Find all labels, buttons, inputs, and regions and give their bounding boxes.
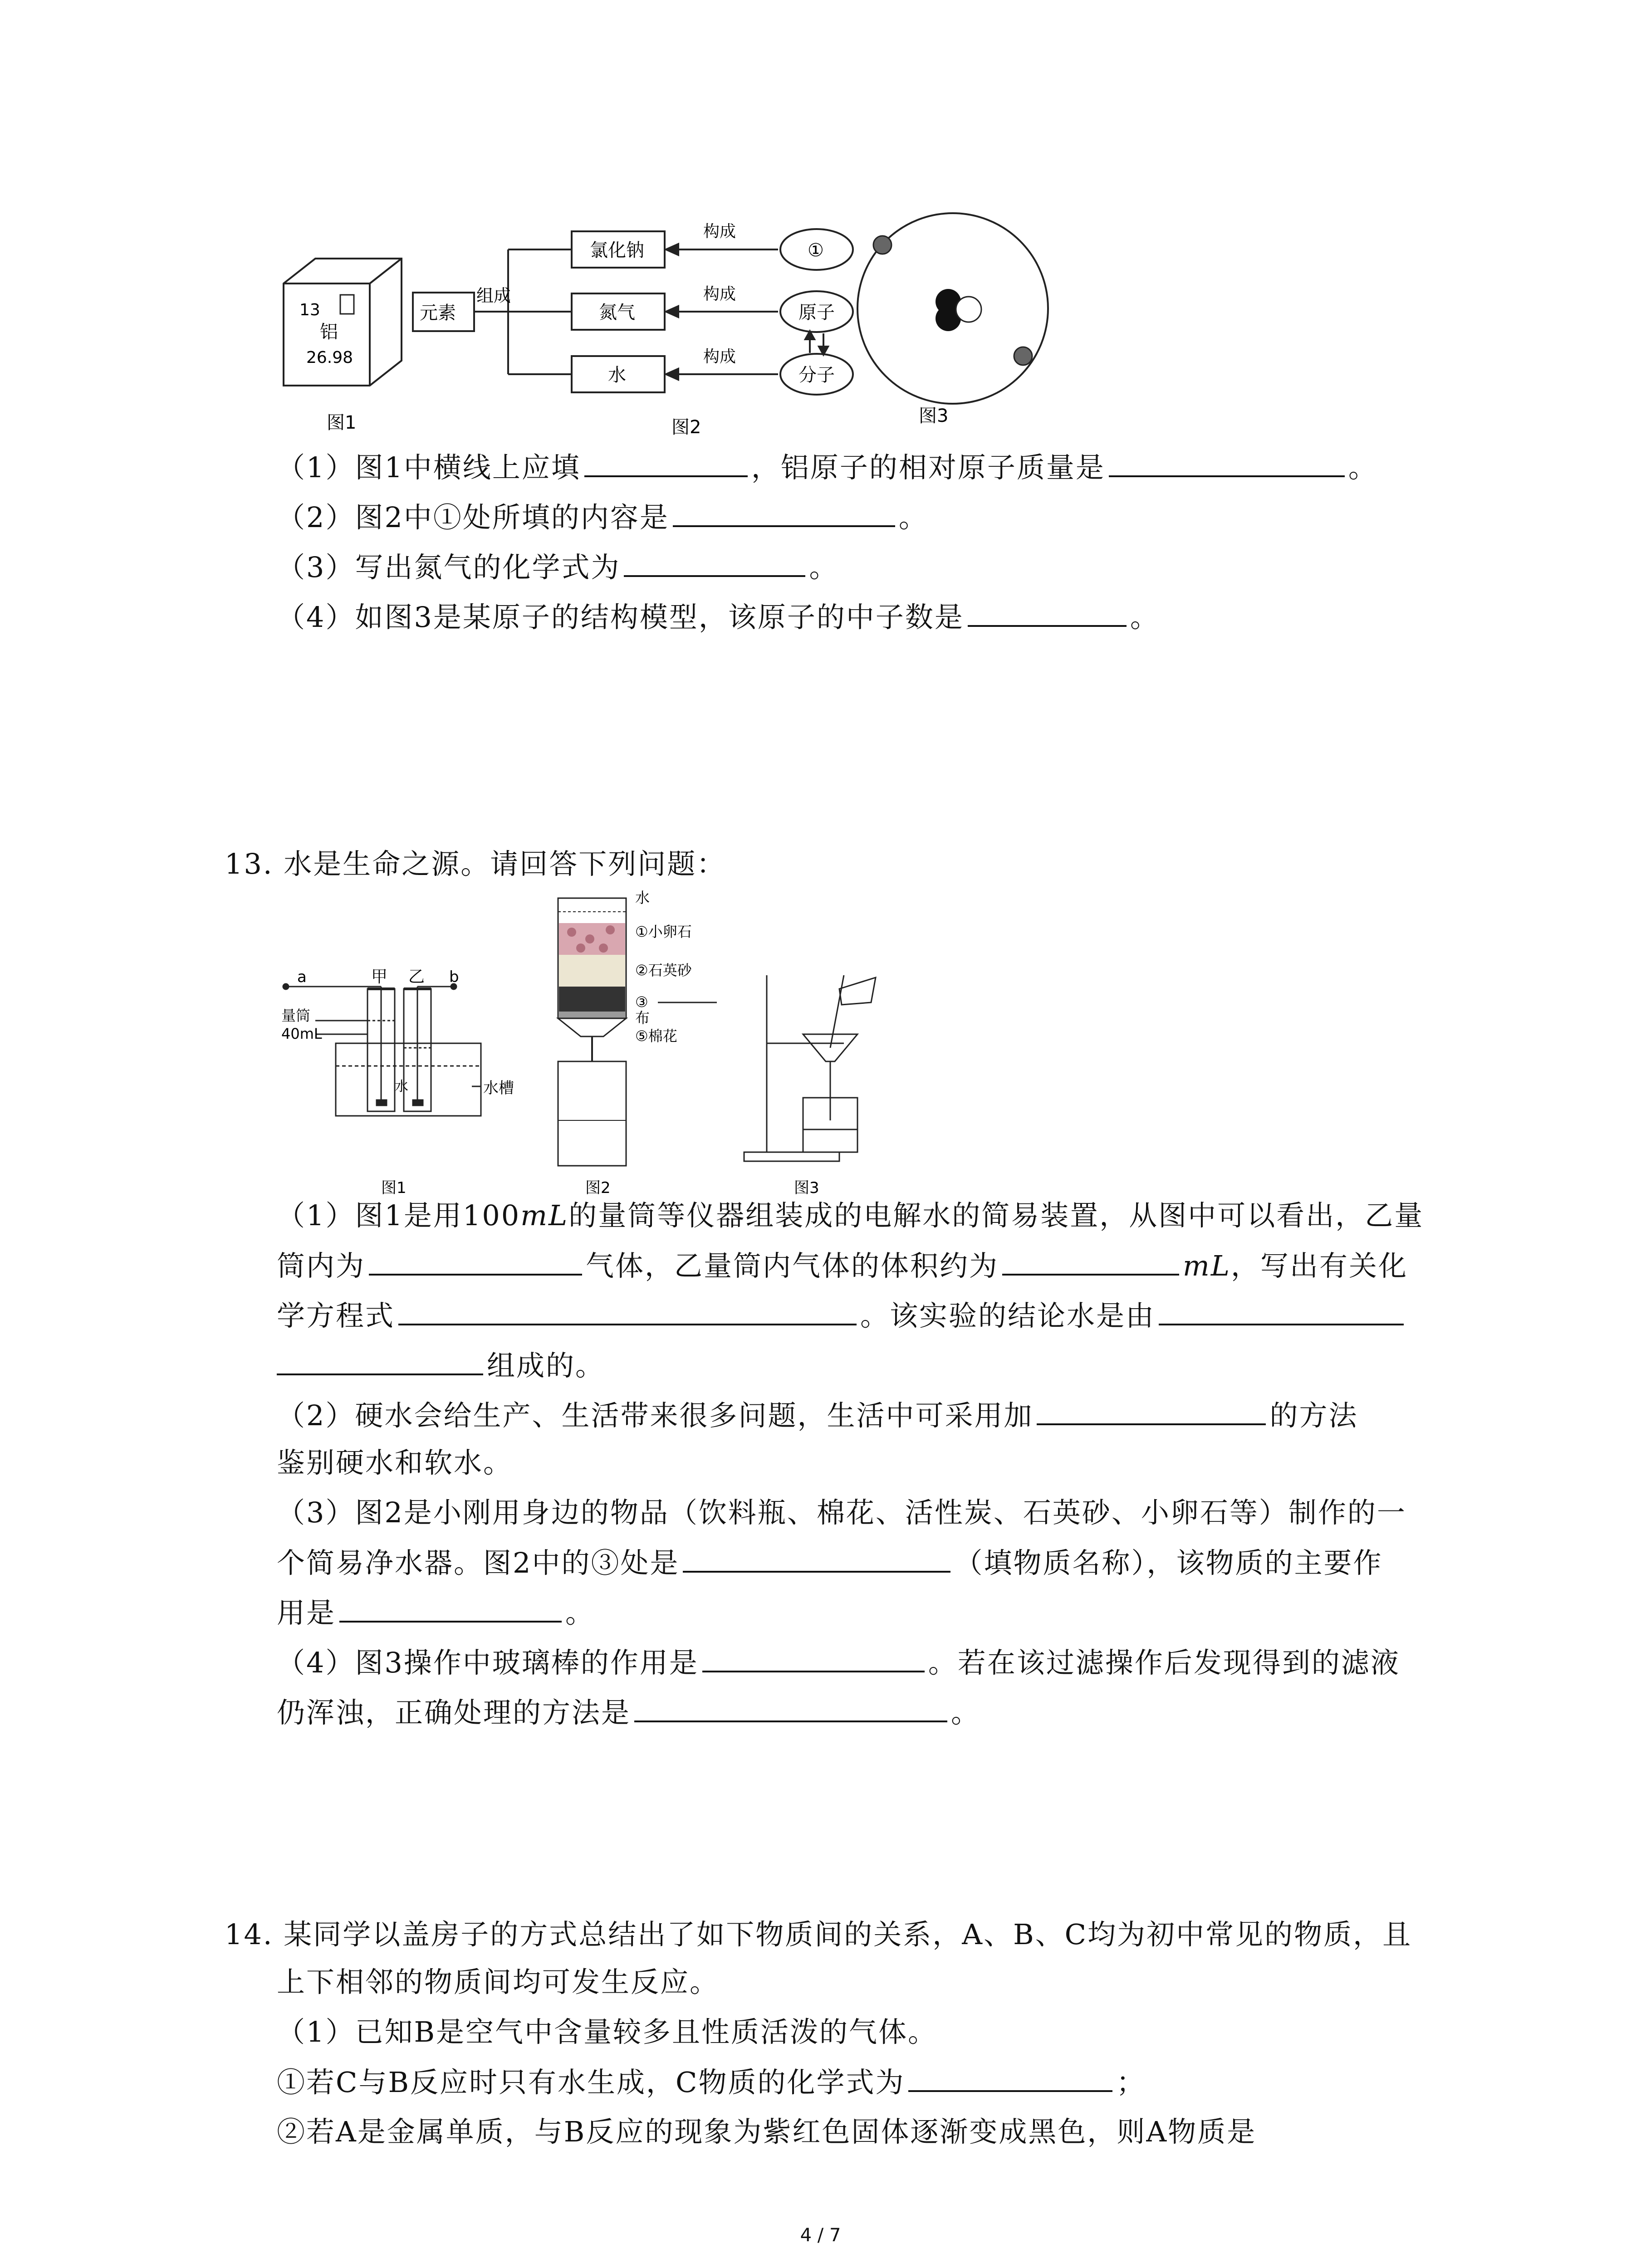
q13-part3-line2: 个简易净水器。图2中的③处是 （填物质名称），该物质的主要作	[277, 1545, 1382, 1581]
q12-blank-1[interactable]	[584, 449, 748, 477]
q13-blank-8[interactable]	[339, 1594, 562, 1623]
fig2-particle-1: ①	[808, 240, 824, 261]
fig2-particle-2: 原子	[798, 302, 835, 323]
q13-blank-1[interactable]	[369, 1247, 582, 1276]
element-mass: 26.98	[306, 348, 353, 367]
filtration-setup	[744, 975, 876, 1161]
q13-blank-9[interactable]	[702, 1644, 925, 1672]
q12-blank-2[interactable]	[1109, 449, 1345, 477]
q14-line4: ①若C与B反应时只有水生成，C物质的化学式为 ；	[277, 2064, 1146, 2101]
q13-part1-line3: 学方程式 。该实验的结论水是由	[277, 1297, 1407, 1334]
q13-blank-6[interactable]	[1037, 1397, 1266, 1425]
electrolysis-apparatus	[283, 984, 481, 1116]
fig2-element: 元素	[420, 303, 456, 323]
q13-blank-5[interactable]	[277, 1347, 483, 1375]
q13-part1-line1: （1）图1是用100mL的量筒等仪器组装成的电解水的简易装置，从图中可以看出，乙量	[277, 1199, 1424, 1232]
fig3-label: 图3	[919, 406, 949, 426]
q12-part4: （4）如图3是某原子的结构模型，该原子的中子数是 。	[277, 599, 1160, 635]
elec-40ml: 40mL	[281, 1025, 322, 1042]
filter-label-cloth: 布	[635, 1009, 650, 1026]
q13-part2-line1: （2）硬水会给生产、生活带来很多问题，生活中可采用加 的方法	[277, 1397, 1358, 1434]
q13-part3-line1: （3）图2是小刚用身边的物品（饮料瓶、棉花、活性炭、石英砂、小卵石等）制作的一	[277, 1496, 1406, 1529]
elec-trough: 水槽	[483, 1079, 514, 1097]
fig2-substance-1: 氯化钠	[590, 240, 644, 261]
elec-a: a	[297, 968, 307, 986]
q13-title: 13. 水是生命之源。请回答下列问题：	[225, 847, 726, 880]
q14-line3: （1）已知B是空气中含量较多且性质活泼的气体。	[277, 2015, 938, 2048]
fig2-label: 图2	[671, 417, 701, 438]
fig2-constitute-3: 构成	[703, 347, 736, 366]
element-symbol: 铝	[320, 322, 338, 342]
fig1-label-q13: 图1	[381, 1179, 407, 1197]
q13-blank-2[interactable]	[1002, 1247, 1179, 1276]
fig2-particle-3: 分子	[798, 365, 835, 386]
fig2-composes: 组成	[476, 286, 511, 306]
q12-part3: （3）写出氮气的化学式为 。	[277, 549, 838, 586]
elec-b: b	[449, 968, 459, 986]
element-cube-aluminum	[284, 259, 402, 386]
q12-blank-3[interactable]	[673, 499, 895, 527]
filter-label-cotton: ⑤棉花	[635, 1027, 677, 1045]
fig2-substance-2: 氮气	[599, 302, 635, 323]
q14-line2: 上下相邻的物质间均可发生反应。	[277, 1965, 720, 1999]
q13-part3-line3: 用是 。	[277, 1594, 595, 1631]
q13-part1-line2: 筒内为 气体，乙量筒内气体的体积约为 mL，写出有关化	[277, 1247, 1408, 1284]
elec-cylinder: 量筒	[281, 1007, 311, 1024]
q13-part4-line1: （4）图3操作中玻璃棒的作用是 。若在该过滤操作后发现得到的滤液	[277, 1644, 1400, 1681]
elec-yi: 乙	[408, 968, 425, 986]
element-number: 13	[299, 301, 320, 319]
figure-q13-apparatus	[272, 885, 907, 1202]
q12-blank-5[interactable]	[968, 599, 1127, 627]
filter-label-water: 水	[635, 889, 650, 906]
fig1-label: 图1	[327, 412, 357, 433]
elec-water: 水	[395, 1079, 408, 1095]
fig2-constitute-1: 构成	[703, 222, 736, 241]
fig2-label-q13: 图2	[585, 1179, 611, 1197]
q13-blank-7[interactable]	[683, 1545, 950, 1573]
fig2-constitute-2: 构成	[703, 285, 736, 303]
filter-label-pebble: ①小卵石	[635, 923, 692, 940]
figure-top-structure	[272, 204, 1361, 440]
filter-label-3: ③	[635, 993, 648, 1011]
q13-blank-3[interactable]	[398, 1297, 857, 1325]
fig3-label-q13: 图3	[794, 1179, 819, 1197]
page-number: 4 / 7	[800, 2225, 841, 2246]
elec-jia: 甲	[371, 968, 388, 986]
q13-part4-line2: 仍浑浊，正确处理的方法是 。	[277, 1694, 980, 1731]
atom-model	[857, 213, 1048, 404]
filter-label-quartz: ②石英砂	[635, 962, 692, 979]
q12-part2: （2）图2中①处所填的内容是 。	[277, 499, 928, 536]
q13-blank-4[interactable]	[1159, 1297, 1404, 1325]
q13-part1-line4: 组成的。	[277, 1347, 605, 1384]
q13-part2-line2: 鉴别硬水和软水。	[277, 1446, 513, 1479]
q12-blank-4[interactable]	[624, 549, 805, 577]
q12-part1: （1）图1中横线上应填 ，铝原子的相对原子质量是 。	[277, 449, 1378, 486]
q14-blank-1[interactable]	[908, 2064, 1112, 2092]
q14-line5: ②若A是金属单质，与B反应的现象为紫红色固体逐渐变成黑色，则A物质是	[277, 2115, 1257, 2148]
water-filter	[558, 898, 626, 1166]
fig2-substance-3: 水	[608, 365, 626, 386]
q14-line1: 14. 某同学以盖房子的方式总结出了如下物质间的关系，A、B、C均为初中常见的物质，且	[225, 1918, 1412, 1951]
q13-blank-10[interactable]	[634, 1694, 947, 1722]
